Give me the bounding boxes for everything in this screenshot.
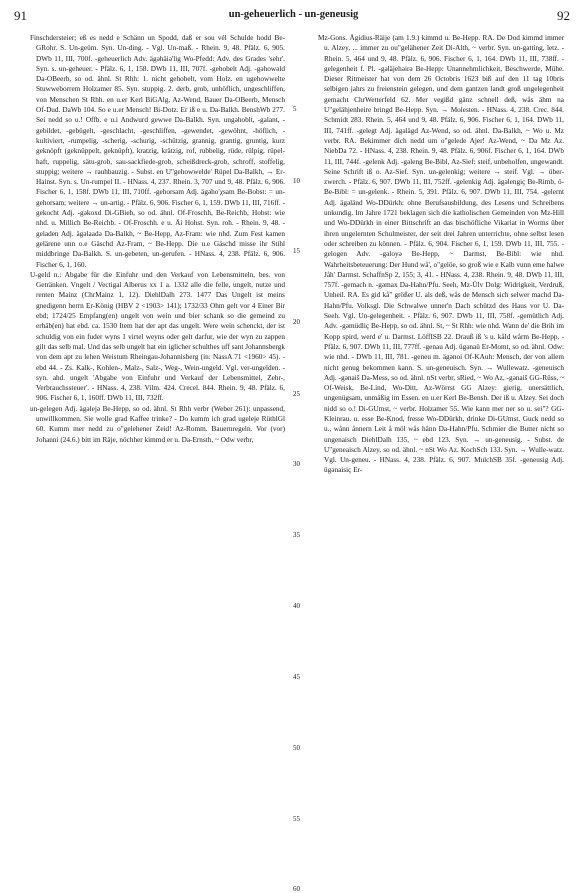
line-number: 45 [293,673,300,681]
line-number: 5 [293,105,297,113]
line-number: 35 [293,531,300,539]
page-header [0,0,587,30]
line-number-gutter [293,33,311,893]
line-number: 15 [293,247,300,255]
entry-paragraph: Finschdersteier; eß es nedd e Schänn un Spodd, daß er sou vél Schulde hodd Be-GRohr. S. Un-geüm. Syn. Un-ding. - Vgl. Un-maß. - Rhein. 9, 48. Pfälz. 6, 905. DWb 11, III, 700f. -geheuerlich Adv. ägəhäiə'lig Wo-Pfedd: Adv. des Grades 'sehr'. Syn. s. un-geheuer. - Pfälz. 6, 1, 158. DWb 11, III, 707f. -gehobelt Adj. -gəhowəld Da-OBeerb, so od. ähnl. St Rhh: 1. nicht gehobelt, vom Holz. en ugehowwelte Stuwweborrem Holzamer 85. Syn. stuppig. 2. derb, grob, unhöflich, ungeschliffen, von Menschen St Rhh. en u.er Kerl BiGAlg, Az-Wend, Bauer Da-OBeerb, Mensch Of-Dud. DaWb 104. So e u.er Mensch! Bi-Dotz. Er iß e u. Da-Balkh. BenshWb 277. Sei nedd so u.! Offb. e u.i Andwurd gewwe Da-Balkh. Syn. ungəhoblt, -galant, -gebildet, -gebügelt, -geschlacht, -geschliffen, -gewendet, -gewöhnt, -höflich, -kultiviert, -rumpelig, -scherig, -schurig, -schützig, grannig, grantig, gruntig, kurz geknöpft (geknüppelt, geknüpft), kratzig, krätzig, rof, rubbelig, rüde, rülpig, rüpel-haft, ruppelig, sätu-grob, sau-sackfiede-grob, scheißdreck-grob, schroff, stoffelig, stuppig; weitere → rauhbauzig. - Subst. en U"gehowwelde' Rüpel Da-Balkh, → Er-Hainst. Syn. s. Un-rumpel II. - HNass. 4, 237. Rhein. 3, 707 und 9, 48. Pfälz. 6, 906. Fischer 6, 1, 158f. DWb 11, III, 710ff. -gehorsam Adj. ägəho'χsam Be-Bobst: = un-gehorsam; weitere → un-artig. - Pfälz. 6, 906. Fischer 6, 1, 159. DWb 11, III, 716ff. -gekocht Adj. -gəkoxd Di-GBieb, so od. ähnl. Of-Froschh, Be-Reichb, Hobst: wie nhd. u. Millich Be-Reichb. - Of-Froschh. e u. Äi Hohst. Syn. roh. - Rhein. 9, 48. -geladen Adj. ägəlaadə Da-Balkh, ~ Be-Hepp, Az-Fram: wie nhd. Zum Fest kamen gelärene unn o.e Gäschd Az-Fram, ~ Be-Hepp. Die u.e Gäschd misse ihr Stihl middbringe Da-Balkh. S. un-gebeten, un-gerufen. - HNass. 4, 238. Pfälz. 6, 906. Fischer 6, 1, 160. [30,34,285,269]
entry-paragraph: U-geld n.: Abgabe für die Einfuhr und den Verkauf von Lebensmitteln, bes. von Getränken. Vngelt / Vectigal Alberus xx 1 a. 1332 alle die felle, ungelt, nutze und renten Mainz (ChrMainz 1, 12). DiehlDalh 273. 1477 Das Ungelt ist meins gnedigenn herrn Er-König (HBV 2 <1903> 141); 1732/33 Ohm gelt vor 4 Einer Bir ebd; 1724/25 Empfang(en) ungelt von wein und bier schank so die gemeind zu erhäb(en) hat ebd. ca. 1530 Item hat der apt das ungelt. Were wein schenckt, der ist schuldig von ein fuder wyns 1 virtel weyns oder gelt darfur, wie der wyn zu zappen gilt das selb mal. Und das selb ungelt hat ein iglicher schulthes uff sant Johannsbergk von dem apt zu lehen Weistum Rheingau-Johannisberg (in: NassA 71 <1960> 45). - ebd 44. - Zs. Kalk-, Kohlen-, Malz-, Salz-, Weg-, Wein-ungeld. Vgl. ver-ungelden. - syn. ahd. ungelt 'Abgabe von Einfuhr und Verkauf der Lebensmittel, Zehr-, Verbrauchssteuer'. - HNass. 4, 238. Vilm. 424. Crecel. 844. Rhein. 9, 48. Pfälz. 6, 906. Fischer 6, 1, 160ff. DWb 11, III, 732ff. [30,270,285,403]
entry-paragraph: Mz-Gons. Ägidius-Räije (am 1.9.) kimmd u. Be-Hepp. RA. De Dod kimmd immer u. Alzey, ... immer zu ou"gelähener Zeit Di-Alth, ~ verbr. Syn. un-gatting, letz. - Rhein. 5, 464 und 9, 48. Pfälz. 6, 906. Fischer 6, 1, 164. DWb 11, III, 738ff. -gelegenheit f. Pl. -gəläjehəirə Be-Hepp: Unannehmlichkeit, Beschwerde, Mühe. Dieser Ritmeister hat von dem 26 Octobris 1623 biß auf den 11 tag 10bris selbigen jahrs zu freienstein gelegen, und dem gantzen landt groß ungelegenheit gemacht ChrWetterfeld 62. Mer vegißd gänz schnell deß, wås ähm na U"gelähjenheire bringd Be-Hepp. Syn. → Molesten. - HNass. 4, 238. Crec. 844. Schmidt 283. Rhein. 5, 464 und 9, 48. Pfälz. 6, 906. Fischer 6, 1, 164. DWb 11, III, 741ff. -gelegt Adj. ägəlägd Az-Wend, so od. ähnl. Da-Balkh, ~ Wo u. Mz verbr. RA. Bekimmer dich nedd um o"gelede Ajer! Az-Wend, ~ Da Mz Az. NiebDa 72. - HNass. 4, 238. Rhein. 9, 48. Pfälz. 6, 906f. Fischer 6, 1, 164. DWb 11, III, 744f. -gelenk Adj. -gəleng Be-Bibl, Az-Sief: steif, unbeholfen, ungewandt. Seine Schrift iß o. Az-Sief. Syn. un-gelenkig; weitere → steif. Vgl. → über-zwerch. - Pfälz. 6, 907. DWb 11, III, 752ff. -gelenkig Adj. ägəlengiç Be-Rimb, ö- Be-Bibl: = un-gelenk. - Rhein. 5, 391. Pfälz. 6, 907. DWb 11, III, 754. -gelernt Adj. ägəländ Wo-DDürkh: ohne Berufsausbildung, des Lesens und Schreibens unkundig. Im Jahre 1721 beklagen sich die katholischen Gemeinden von Mz-Hill und Wo-DDürkh in einer Bittschrift an das bischöfliche Vikariat in Worms über ihren ungelernten Schulmeister, der seit drei Jahren unterrichte, ohne selbst lesen oder schreiben zu können. - Pfälz. 6, 904. Fischer 6, 1, 159. DWb 11, III, 755. -gelogen Adv. -gəloyə Be-Hepp, ~ Darmst, Be-Bibl: wie nhd. Wahrheitsbeteuerung: Der Hund wå', o"gelöe, so groß wie e Kalb vunn eme halwe Jåh' Darmst. SchaffnSp 2, 155; 3, 41. - HNass. 4, 238. Rhein. 9, 48. DWb 11, III, 757f. -gemach n. -gəmax Da-Hahn/Pfu. Seeh, Mz-Ülv Dolg: Widrigkeit, Verdruß, Unheil. RA. Es gid kå" größer U. als deß, wås de Mensch sich selwer machd Da-Hahn/Pfu. Volksgl. Die Schwalwe unner'n Dach schützd des Haus vor U. Da-Seeh. Vgl. Un-gelegenheit. - Pfälz. 6, 907. DWb 11, III, 758f. -gemütlich Adj. Adv. -gəmüdliç Be-Hepp, so od. ähnl. St, ~ St Rhh: wie nhd. Wann de' die Brih im Kopp spird, werd e' u. Darmst. LöffISB 22. Drauß iß 's u. kåld wårm Be-Hepp. - Pfälz. 6, 907. DWb 11, III, 777ff. -genau Adj. ügənaü Er-Momt, so od. ähnl. Odw: wie nhd. - DWb 11, III, 781. -geneu m. ägənoi Of-KAuh: Mensch, der von allem nicht genug bekommen kann. S. un-geneuisch. Syn. → Wullewatz. -geneuisch Adj. -gənaiš Da-Mess, so od. ähnl. nSt verbr, sRied, ~ Wo Az, -gənaiš GG-Rüss, ~ Of-Weisk, Be-Lind, Wo-Ditt, Az-Wörrst GG Alzey: gierig, unersättlich, ungenügsam, unmäßig im Essen. en u.er Kerl Be-Bensh. Der iß u. Alzey. Sei doch nidd so o.! Di-GUmst, ~ verbr. Holzamer 55. Wie kann mer ner so u. sei"? GG-Kleinrau. u. esse Be-Knod, fresse Wo-DDürkh, drinke Di-GUmst. Guck nedd so u., wånn ånnern Leit å möl wås hånn Da-Hahn/Pfu. Schmier die Butter nicht so ungenaisch DiehlDalh 135, ~ ebd 123. Syn. → un-geneusig. - Subst. de U"geneaisch Alzey, so od. ähnl. ~ nSt Wo Az. KochSch 133. Syn. → Wulle-watz. Vgl. Un-geneu. - HNass. 4, 238. Pfälz. 6, 907. MulchSB 35f. -geneusig Adj. ügənaisiç Er- [318,34,564,475]
line-number: 20 [293,318,300,326]
line-number: 55 [293,815,300,823]
running-head: un-geheuerlich - un-geneusig [228,9,359,20]
page-number-right: 92 [557,8,570,23]
entry-paragraph: un-gelegen Adj. ägəlejə Be-Hepp, so od. ähnl. St Rhh verbr (Weber 261): unpassend, unwillkommen. Sie wolle grad Kaffee trinke? - Do kumm ich grad ugeleje RüthlGl 60. Kumm mer nedd zu o"gelehener Zeid! Az-Romm. Bauernregeln. Vor (vor) Johanni (24.6.) bitt im Räje, nöchher kimmd er u. Da-Ernsth, ~ Odw verbr, [30,404,285,444]
line-number: 10 [293,177,300,185]
line-number: 40 [293,602,300,610]
right-column [318,33,564,476]
line-number: 25 [293,390,300,398]
page-number-left: 91 [14,8,27,23]
left-column [30,33,285,445]
line-number: 30 [293,460,300,468]
line-number: 60 [293,885,300,893]
line-number: 50 [293,744,300,752]
